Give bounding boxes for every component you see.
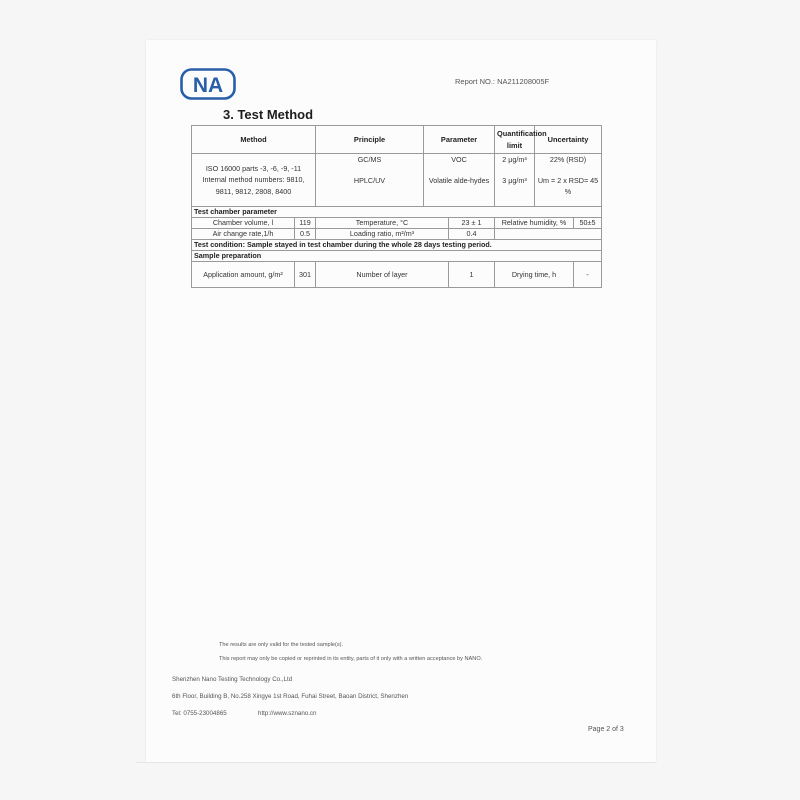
uncertainty-cell bbox=[535, 154, 602, 207]
table-section-row bbox=[192, 240, 602, 251]
drying-time-label: Drying time, h bbox=[495, 262, 574, 288]
header-method: Method bbox=[192, 126, 316, 154]
company-phone: Tel: 0755-23004865 bbox=[172, 710, 227, 717]
header-quantification-limit: Quantification limit bbox=[495, 126, 535, 154]
limit-cell bbox=[495, 154, 535, 207]
method-cell: ISO 16000 parts -3, -6, -9, -11 Internal method numbers: 9810, 9811, 9812, 2808, 8400 bbox=[192, 154, 316, 207]
limit-value: 3 μg/m³ bbox=[502, 176, 527, 186]
chamber-parameter-heading: Test chamber parameter bbox=[192, 207, 602, 218]
temperature-label: Temperature, °C bbox=[316, 218, 449, 229]
number-of-layer-value: 1 bbox=[449, 262, 495, 288]
chamber-volume-label: Chamber volume, l bbox=[192, 218, 295, 229]
table-section-row bbox=[192, 207, 602, 218]
uncertainty-value: 22% (RSD) bbox=[549, 155, 587, 164]
validity-note: The results are only valid for the tested sample(s). bbox=[219, 642, 344, 648]
report-number: Report NO.: NA211208005F bbox=[455, 77, 550, 86]
copy-note: This report may only be copied or reprinted in its entity, parts of it only with a written acceptance by NANO. bbox=[219, 656, 483, 662]
table-row bbox=[192, 229, 602, 240]
air-change-value: 0.5 bbox=[295, 229, 316, 240]
loading-ratio-value: 0.4 bbox=[449, 229, 495, 240]
empty-cell bbox=[495, 229, 602, 240]
header-parameter: Parameter bbox=[424, 126, 495, 154]
test-condition: Test condition: Sample stayed in test chamber during the whole 28 days testing period. bbox=[192, 240, 602, 251]
loading-ratio-label: Loading ratio, m²/m³ bbox=[316, 229, 449, 240]
chamber-volume-value: 119 bbox=[295, 218, 316, 229]
company-address: 6th Floor, Building B, No.258 Xingye 1st Road, Fuhai Street, Baoan District, Shenzhen bbox=[172, 693, 409, 700]
principle-value: GC/MS bbox=[357, 155, 382, 164]
limit-value: 2 μg/m³ bbox=[502, 155, 527, 164]
header-principle: Principle bbox=[316, 126, 424, 154]
air-change-label: Air change rate,1/h bbox=[192, 229, 295, 240]
drying-time-value: - bbox=[574, 262, 602, 288]
parameter-value: VOC bbox=[451, 155, 467, 164]
company-website: http://www.sznano.cn bbox=[258, 710, 317, 717]
principle-value: HPLC/UV bbox=[353, 176, 386, 186]
humidity-value: 50±5 bbox=[574, 218, 602, 229]
page-shadow-edge bbox=[136, 762, 656, 763]
temperature-value: 23 ± 1 bbox=[449, 218, 495, 229]
nano-logo-icon bbox=[180, 68, 236, 100]
application-amount-value: 301 bbox=[295, 262, 316, 288]
sample-preparation-heading: Sample preparation bbox=[192, 251, 602, 262]
company-name: Shenzhen Nano Testing Technology Co.,Ltd bbox=[172, 676, 293, 683]
number-of-layer-label: Number of layer bbox=[316, 262, 449, 288]
table-row bbox=[192, 154, 602, 207]
test-method-table bbox=[191, 125, 602, 288]
parameter-value: Volatile alde-hydes bbox=[428, 176, 490, 186]
section-title: 3. Test Method bbox=[223, 107, 314, 122]
table-section-row bbox=[192, 251, 602, 262]
application-amount-label: Application amount, g/m² bbox=[192, 262, 295, 288]
table-header-row bbox=[192, 126, 602, 154]
parameter-cell bbox=[424, 154, 495, 207]
header-uncertainty: Uncertainty bbox=[535, 126, 602, 154]
uncertainty-value: Um = 2 x RSD= 45 % bbox=[537, 176, 599, 197]
table-row bbox=[192, 262, 602, 288]
logo-text: NA bbox=[192, 74, 224, 97]
humidity-label: Relative humidity, % bbox=[495, 218, 574, 229]
page-number: Page 2 of 3 bbox=[588, 726, 624, 733]
table-row bbox=[192, 218, 602, 229]
principle-cell bbox=[316, 154, 424, 207]
